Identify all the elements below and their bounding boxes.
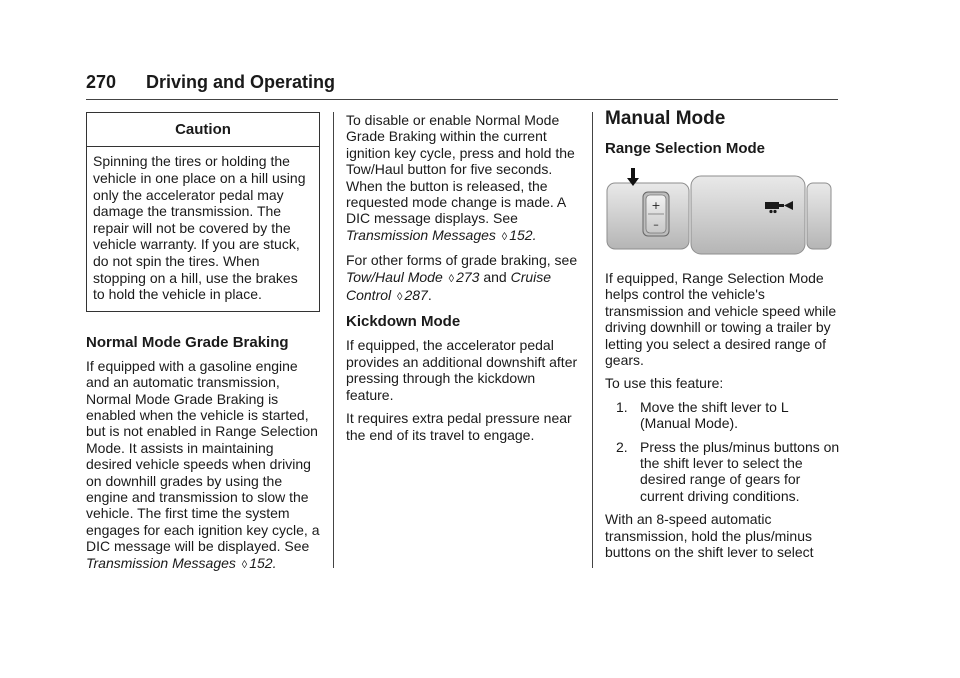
step-number: 2.: [616, 438, 628, 455]
caution-title: Caution: [87, 113, 319, 147]
step-text: Move the shift lever to L (Manual Mode).: [640, 398, 789, 432]
plus-symbol: +: [651, 199, 661, 212]
minus-symbol: –: [653, 218, 659, 231]
caution-box: [86, 112, 320, 312]
kickdown-heading: Kickdown Mode: [346, 313, 461, 331]
shift-lever-illustration: [605, 168, 837, 256]
xref-page[interactable]: 152.: [509, 226, 537, 243]
range-selection-para-2: To use this feature:: [605, 375, 724, 392]
step-number: 1.: [616, 398, 628, 415]
list-item: [605, 399, 840, 432]
page-ref-icon: ◊: [448, 272, 455, 285]
column-divider-2: [592, 112, 593, 568]
page-ref-icon: ◊: [241, 558, 248, 571]
xref-page[interactable]: 287: [404, 287, 428, 304]
column-2: [346, 112, 578, 450]
column-3: [605, 108, 840, 568]
xref-link[interactable]: Transmission Messages: [86, 554, 236, 571]
press-arrow-shaft: [631, 168, 635, 179]
kickdown-para-2: It requires extra pedal pressure near the end of its travel to engage.: [346, 410, 572, 443]
caution-text: Spinning the tires or holding the vehicle in one place on a hill using only the accelerator pedal may damage the transmission. The repair will not be covered by the vehicle warranty. If you are stuck, do not spin the tires. When stopping on a hill, use the brakes to hold the vehicle in place.: [93, 153, 306, 303]
normal-mode-para-1: [86, 358, 320, 573]
header-rule: [86, 99, 838, 100]
para-text: .: [427, 287, 432, 304]
range-selection-para-1: If equipped, Range Selection Mode helps control the vehicle's transmission and vehicle speed while driving downhill or towing a trailer by letting you select a desired range of gears.: [605, 270, 837, 369]
page-header: [86, 70, 838, 100]
normal-mode-para-2: [346, 112, 578, 245]
normal-mode-para-3: [346, 252, 578, 305]
column-divider-1: [333, 112, 334, 568]
shift-lever-figure: [605, 168, 837, 256]
steps-list: [605, 399, 840, 504]
lever-right-segment: [807, 183, 831, 249]
list-item: [605, 439, 840, 505]
column-1: [86, 112, 320, 580]
xref-page[interactable]: 152.: [249, 554, 277, 571]
para-text: To disable or enable Normal Mode Grade Braking within the current ignition key cycle, press and hold the Tow/Haul button for five seconds. When the button is released, the requested mode change is made. A DIC message displays. See: [346, 112, 575, 227]
range-selection-para-3: With an 8-speed automatic transmission, hold the plus/minus buttons on the shift lever to select: [605, 511, 814, 561]
manual-mode-heading: Manual Mode: [605, 108, 726, 129]
page-ref-icon: ◊: [397, 291, 403, 304]
step-text: Press the plus/minus buttons on the shift lever to select the desired range of gears for current driving conditions.: [640, 438, 840, 504]
normal-mode-heading: Normal Mode Grade Braking: [86, 333, 289, 351]
page-number: 270: [86, 72, 117, 92]
kickdown-para-1: If equipped, the accelerator pedal provides an additional downshift after pressing through the kickdown feature.: [346, 337, 578, 403]
xref-link[interactable]: Cruise Control: [346, 268, 552, 304]
section-title: Driving and Operating: [146, 72, 336, 92]
para-text: For other forms of grade braking, see: [346, 252, 578, 269]
xref-page[interactable]: 273: [456, 268, 480, 285]
xref-link[interactable]: Transmission Messages: [346, 226, 496, 243]
para-text: If equipped with a gasoline engine and an automatic transmission, Normal Mode Grade Braking is enabled when the vehicle is started, but is not enabled in Range Selection Mode. It assists in maintaining desired vehicle speeds when driving on downhill grades by using the engine and transmission to slow the vehicle. The first time the system engages for each ignition key cycle, a DIC message will be displayed. See: [86, 357, 320, 555]
lever-center-segment: [691, 176, 805, 254]
range-selection-heading: Range Selection Mode: [605, 140, 766, 157]
para-text: and: [479, 268, 511, 285]
xref-link[interactable]: Tow/Haul Mode: [346, 268, 443, 285]
page-ref-icon: ◊: [501, 230, 508, 243]
